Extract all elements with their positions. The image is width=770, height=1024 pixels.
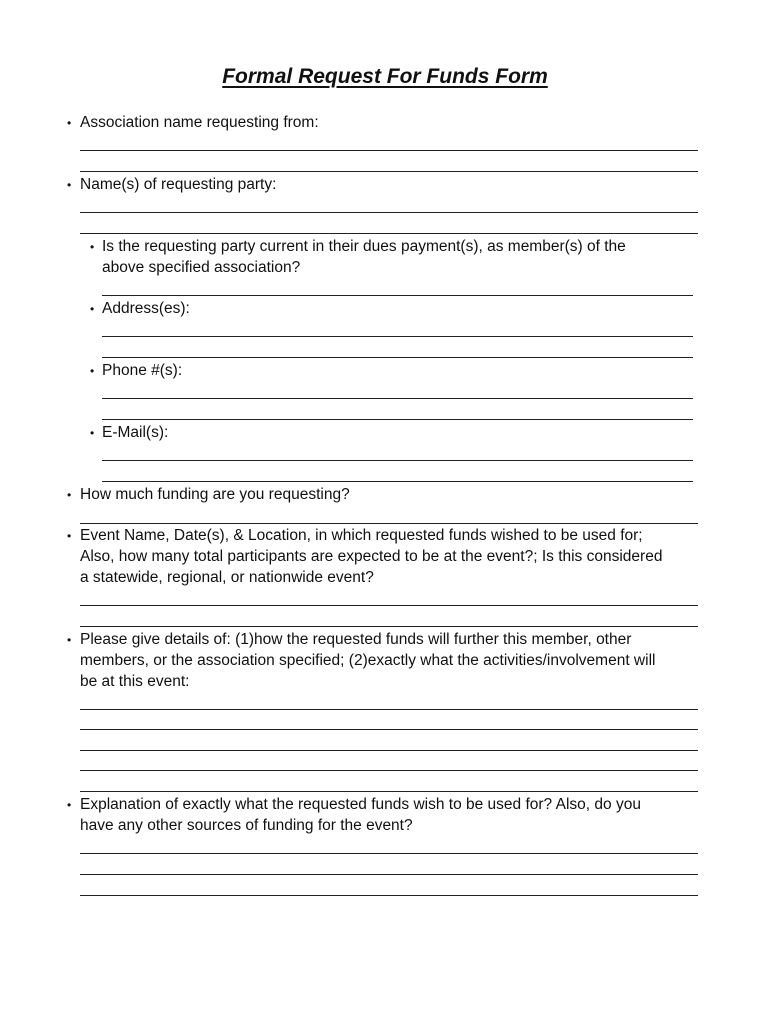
question-emails: E-Mail(s): [102, 424, 169, 441]
question-association: Association name requesting from: [80, 114, 319, 131]
answer-line-phones-2[interactable] [102, 419, 693, 420]
answer-line-emails-2[interactable] [102, 481, 693, 482]
bullet-addresses: • [90, 302, 95, 316]
bullet-funding: • [67, 488, 72, 502]
question-event-line1: Event Name, Date(s), & Location, in which requested funds wished to be used for; [80, 527, 643, 544]
answer-line-details-2[interactable] [80, 729, 698, 730]
answer-line-details-5[interactable] [80, 791, 698, 792]
answer-line-details-3[interactable] [80, 750, 698, 751]
answer-line-names-2[interactable] [80, 233, 698, 234]
answer-line-emails-1[interactable] [102, 460, 693, 461]
answer-line-phones-1[interactable] [102, 398, 693, 399]
question-funding: How much funding are you requesting? [80, 486, 350, 503]
question-names: Name(s) of requesting party: [80, 176, 277, 193]
answer-line-event-2[interactable] [80, 626, 698, 627]
answer-line-explanation-2[interactable] [80, 874, 698, 875]
answer-line-explanation-3[interactable] [80, 895, 698, 896]
bullet-association: • [67, 116, 72, 130]
answer-line-association-1[interactable] [80, 150, 698, 151]
question-explanation-line2: have any other sources of funding for the event? [80, 817, 413, 834]
bullet-dues: • [90, 240, 95, 254]
bullet-event: • [67, 529, 72, 543]
question-details-line1: Please give details of: (1)how the requested funds will further this member, other [80, 631, 632, 648]
question-dues-line2: above specified association? [102, 259, 301, 276]
bullet-names: • [67, 178, 72, 192]
bullet-emails: • [90, 426, 95, 440]
question-explanation-line1: Explanation of exactly what the requested funds wish to be used for? Also, do you [80, 796, 641, 813]
answer-line-explanation-1[interactable] [80, 853, 698, 854]
answer-line-event-1[interactable] [80, 605, 698, 606]
answer-line-addresses-1[interactable] [102, 336, 693, 337]
question-event-line2: Also, how many total participants are expected to be at the event?; Is this considered [80, 548, 663, 565]
answer-line-addresses-2[interactable] [102, 357, 693, 358]
question-addresses: Address(es): [102, 300, 190, 317]
bullet-details: • [67, 633, 72, 647]
question-event-line3: a statewide, regional, or nationwide event? [80, 569, 374, 586]
answer-line-details-1[interactable] [80, 709, 698, 710]
bullet-phones: • [90, 364, 95, 378]
question-dues-line1: Is the requesting party current in their dues payment(s), as member(s) of the [102, 238, 626, 255]
answer-line-names-1[interactable] [80, 212, 698, 213]
answer-line-association-2[interactable] [80, 171, 698, 172]
bullet-explanation: • [67, 798, 72, 812]
answer-line-dues-1[interactable] [102, 295, 693, 296]
answer-line-funding-1[interactable] [80, 523, 698, 524]
answer-line-details-4[interactable] [80, 770, 698, 771]
question-phones: Phone #(s): [102, 362, 183, 379]
question-details-line3: be at this event: [80, 673, 190, 690]
question-details-line2: members, or the association specified; (2)exactly what the activities/involvement will [80, 652, 656, 669]
form-title: Formal Request For Funds Form [222, 65, 548, 88]
